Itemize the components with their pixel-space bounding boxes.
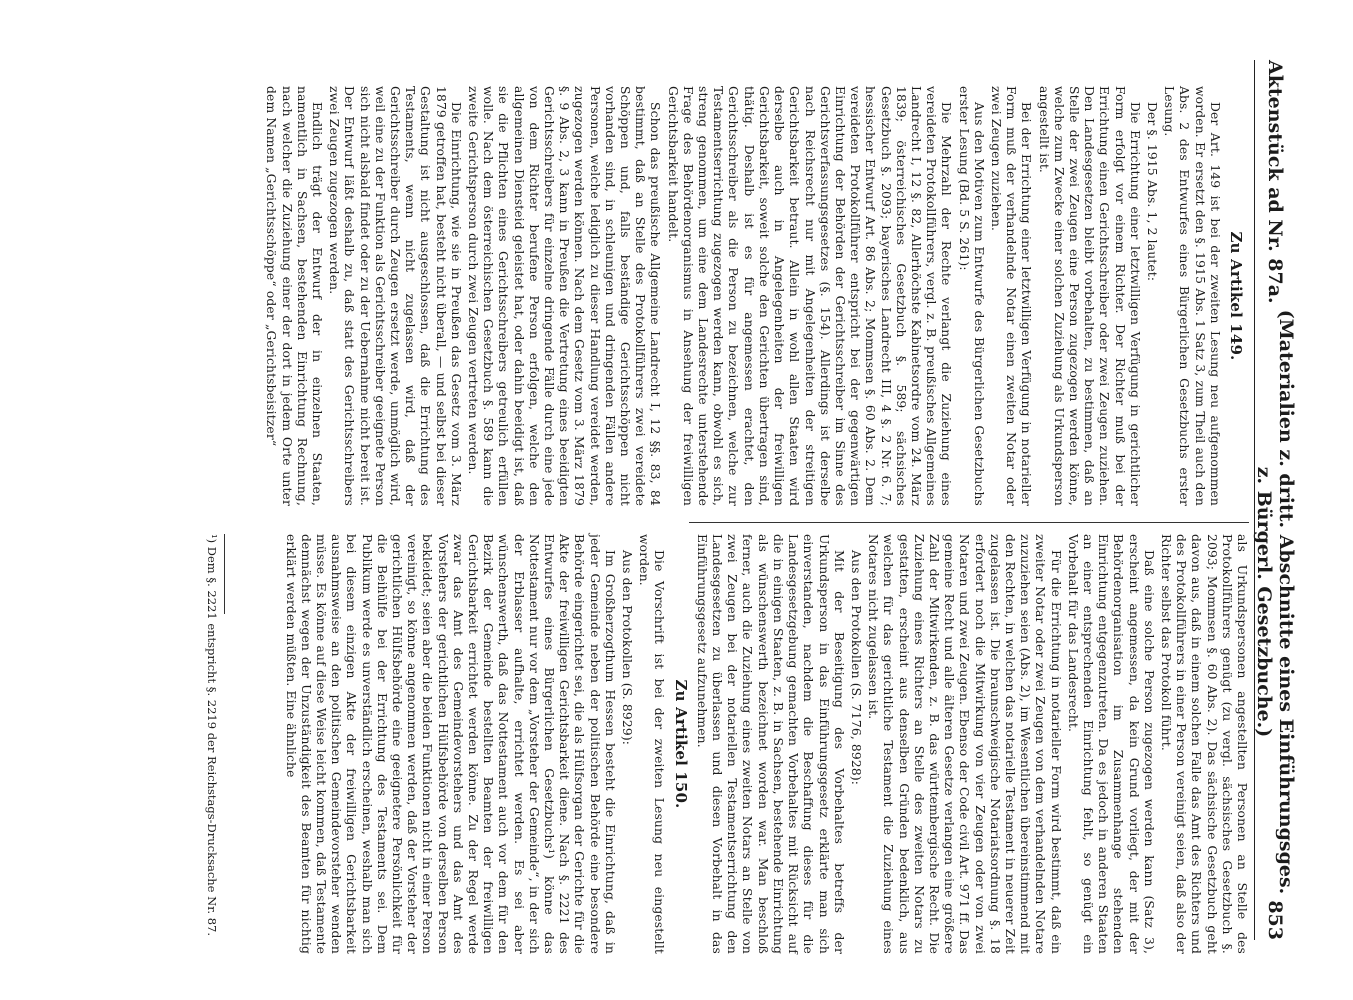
paragraph: Aus den Protokollen (S. 7176, 8928): — [848, 550, 863, 786]
column-divider — [689, 522, 1249, 523]
paragraph: Die Errichtung einer letztwilligen Verfügung in gerichtlicher Form erfolgt vor einem Richter. Der Richter muß bei der Errichtung einen Gerichtsschreiber oder zwei Zeugen zuziehen. Den Landesgesetzen bleibt vorbehalten, zu bestimmen, daß an Stelle der zwei Zeugen eine Person zugezogen werden könne, welche zum Zwecke einer solchen Zuziehung als Urkundsperson angestellt ist. — [1036, 86, 1142, 506]
paragraph: Die Vorschrift ist bei der zweiten Lesung neu eingestellt worden. — [637, 534, 667, 954]
article-heading: Zu Artikel 149. — [1227, 231, 1245, 361]
page-header — [1254, 60, 1295, 940]
paragraph: als Urkundspersonen angestellten Personen an Stelle des Protokollführers genügt (zu vergl. sächsisches Gesetzbuch §. 2093; Mommsen §. 60 Abs. 2). Das sächsische Gesetzbuch geht davon aus, daß in einem solchen Falle das Amt des Richters und des Protokollführers in einer Person vereinigt seien, daß also der Richter selbst das Protokoll führt. — [1158, 534, 1249, 954]
article-heading: Zu Artikel 150. — [671, 679, 690, 809]
paragraph: Der Art. 149 ist bei der zweiten Lesung neu aufgenommen worden. Er ersetzt den §. 1915 Abs. 1 Satz 3, zum Theil auch den Abs. 2 des Entwurfes eines Bürgerlichen Gesetzbuchs erster Lesung. — [1162, 86, 1222, 506]
paragraph: Bei der Errichtung einer letztwilligen Verfügung in notarieller Form muß der verhandelnde Notar einen zweiten Notar oder zwei Zeugen zuziehen. — [988, 86, 1034, 506]
paragraph: Schon das preußische Allgemeine Landrecht I, 12 §§. 83, 84 bestimmt, daß an Stelle des Protokollführers zwei vereidete Schöppen und, falls beständige Gerichtsschöppen nicht vorhanden sind, in schleunigen und dringenden Fällen andere Personen, welche lediglich zu dieser Handlung vereidet werden, zugezogen werden können. Nach dem Gesetz vom 3. März 1879 §. 9 Abs. 2, 3 kann in Preußen die Vertretung eines beeidigten Gerichtsschreibers für einzelne dringende Fälle durch eine jede von dem Richter berufene Person erfolgen, welche den allgemeinen Diensteid geleistet hat, oder dahin beeidigt ist, daß sie die Pflichten eines Gerichtsschreibers getreulich erfüllen wolle. Nach dem österreichischen Gesetzbuch §. 589 kann die zweite Gerichtsperson durch zwei Zeugen vertreten werden. — [466, 86, 663, 506]
paragraph: Daß eine solche Person zugezogen werden kann (Satz 3), erscheint angemessen, da kein Grund vorliegt, der mit der Behördenorganisation im Zusammenhange stehenden Einrichtung entgegenzutreten. Da es jedoch in anderen Staaten an einer entsprechenden Einrichtung fehlt, so genügt ein Vorbehalt für das Landesrecht. — [1065, 534, 1156, 954]
footnote-rule — [224, 534, 225, 614]
left-column — [261, 86, 1249, 506]
paragraph: Aus den Protokollen (S. 8929): — [620, 550, 635, 746]
footnote: ¹) Dem §. 2221 entspricht §. 2219 der Reichstags-Drucksache Nr. 87. — [205, 534, 219, 937]
paragraph: Im Großherzogthum Hessen besteht die Einrichtung, daß in jeder Gemeinde neben der politischen Behörde eine besondere Behörde eingerichtet sei, die als Hülfsorgan der Gerichte für die Akte der freiwilligen Gerichtsbarkeit diene. Nach §. 2221 des Entwurfes eines Bürgerlichen Gesetzbuchs¹) könne das Nottestament nur vor dem „Vorsteher der Gemeinde“, in der sich der Erblasser aufhalte, errichtet werden. Es sei aber wünschenswerth, daß das Nottestament auch vor dem für den Bezirk der Gemeinde bestellten Beamten der freiwilligen Gerichtsbarkeit errichtet werden könne. Zu der Regel werde zwar das Amt des Gemeindevorstehers und das Amt des Vorstehers der gerichtlichen Hülfsbehörde von derselben Person bekleidet; seien aber die beiden Funktionen nicht in einer Person vereinigt, so könne angenommen werden, daß der Vorsteher der gerichtlichen Hülfsbehörde eine geeignetere Persönlichkeit für die Beihülfe bei der Errichtung des Testaments sei. Dem Publikum werde es unverständlich erscheinen, weshalb man sich bei diesem einzigen Akte der freiwilligen Gerichtsbarkeit ausnahmsweise an den politischen Gemeindevorsteher wenden müsse. Es könne auf diese Weise leicht kommen, daß Testamente demnächst wegen der Unzuständigkeit des Beamten für nichtig erklärt werden müßten. Eine ähnliche — [283, 534, 617, 954]
paragraph: Für die Errichtung in notarieller Form wird bestimmt, daß ein zweiter Notar oder zwei Zeugen von dem verhandelnden Notare zuzuziehen seien (Abs. 2), im Wesentlichen übereinstimmend mit den Rechten, in welchen das notarielle Testament in neuerer Zeit zugelassen ist. Die braunschweigische Notariatsordnung §. 18 erfordert noch die Mitwirkung von vier Zeugen oder von zwei Notaren und zwei Zeugen. Ebenso der Code civil Art. 971 ff. Das gemeine Recht und alle älteren Gesetze verlangen eine größere Zahl der Mitwirkenden, z. B. das württembergische Recht. Die Zuziehung eines Richters an Stelle des zweiten Notars zu gestatten, erscheint aus denselben Gründen bedenklich, aus welchen für das gerichtliche Testament die Zuziehung eines Notares nicht zugelassen ist. — [866, 534, 1063, 954]
paragraph: Aus den Motiven zum Entwurfe des Bürgerlichen Gesetzbuchs erster Lesung (Bd. 5 S. 261): — [956, 86, 986, 506]
paragraph: Die Mehrzahl der Rechte verlangt die Zuziehung eines vereideten Protokollführers, vergl. z. B. preußisches Allgemeines Landrecht I, 12 §. 82, Allerhöchste Kabinetsordre vom 24. März 1839; österreichisches Gesetzbuch §. 589; sächsisches Gesetzbuch §. 2093; bayerisches Landrecht III, 4 §. 2 Nr. 6. 7; hessischer Entwurf Art. 86 Abs. 2; Mommsen §. 60 Abs. 2. Dem vereideten Protokollführer entspricht bei der gegenwärtigen Einrichtung der Behörden der Gerichtsschreiber im Sinne des Gerichtsverfassungsgesetzes (§. 154). Allerdings ist derselbe nach Reichsrecht nur mit Angelegenheiten der streitigen Gerichtsbarkeit betraut. Allein in wohl allen Staaten wird derselbe auch in Angelegenheiten der freiwilligen Gerichtsbarkeit, soweit solche den Gerichten übertragen sind, thätig. Deshalb ist es für angemessen erachtet, den Gerichtsschreiber als die Person zu bezeichnen, welche zur Testamentserrichtung zugezogen werden kann, obwohl es sich, streng genommen, um eine dem Landesrechte unterstehende Frage des Behördenorganismus in Ansehung der freiwilligen Gerichtsbarkeit handelt. — [665, 86, 954, 506]
document-reference: Aktenstück ad Nr. 87a. — [1264, 60, 1286, 304]
paragraph: Mit der Beseitigung des Vorbehaltes betreffs der Urkundsperson in das Einführungsgesetz erklärte man sich einverstanden, nachdem die Beschaffung dieses für die Landesgesetzgebung gemachten Vorbehaltes mit Rücksicht auf die in einigen Staaten, z. B. in Sachsen, bestehende Einrichtung als wünschenswerth bezeichnet worden war. Man beschloß ferner, auch die Zuziehung eines zweiten Notars an Stelle von zwei Zeugen bei der notariellen Testamentserrichtung den Landesgesetzen zu überlassen und diesen Vorbehalt in das Einführungsgesetz aufzunehmen. — [694, 534, 846, 954]
right-column — [280, 534, 1249, 954]
paragraph: Endlich trägt der Entwurf der in einzelnen Staaten, namentlich in Sachsen, bestehenden Einrichtung Rechnung, nach welcher die Zuziehung einer der dort in jedem Orte unter dem Namen „Gerichtsschöppe“ oder „Gerichtsbeisitzer“ — [264, 86, 325, 506]
paragraph: Die Einrichtung, wie sie in Preußen das Gesetz vom 3. März 1879 getroffen hat, besteht nicht überall, — und selbst bei dieser Gestaltung ist nicht ausgeschlossen, daß die Errichtung des Testaments, wenn nicht zugelassen wird, daß der Gerichtsschreiber durch Zeugen ersetzt werde, unmöglich wird, weil eine zu der Funktion als Gerichtsschreiber geeignete Person sich nicht alsbald findet oder zu der Uebernahme nicht bereit ist. Der Entwurf läßt deshalb zu, daß statt des Gerichtsschreibers zwei Zeugen zugezogen werden. — [327, 86, 463, 506]
page-number: 853 — [1264, 900, 1286, 940]
page-title: (Materialien z. dritt. Abschnitte eines Einführungsges. z. Bürgerl. Gesetzbuche.) — [1253, 309, 1297, 895]
paragraph: Der §. 1915 Abs. 1, 2 lautet: — [1144, 102, 1159, 282]
